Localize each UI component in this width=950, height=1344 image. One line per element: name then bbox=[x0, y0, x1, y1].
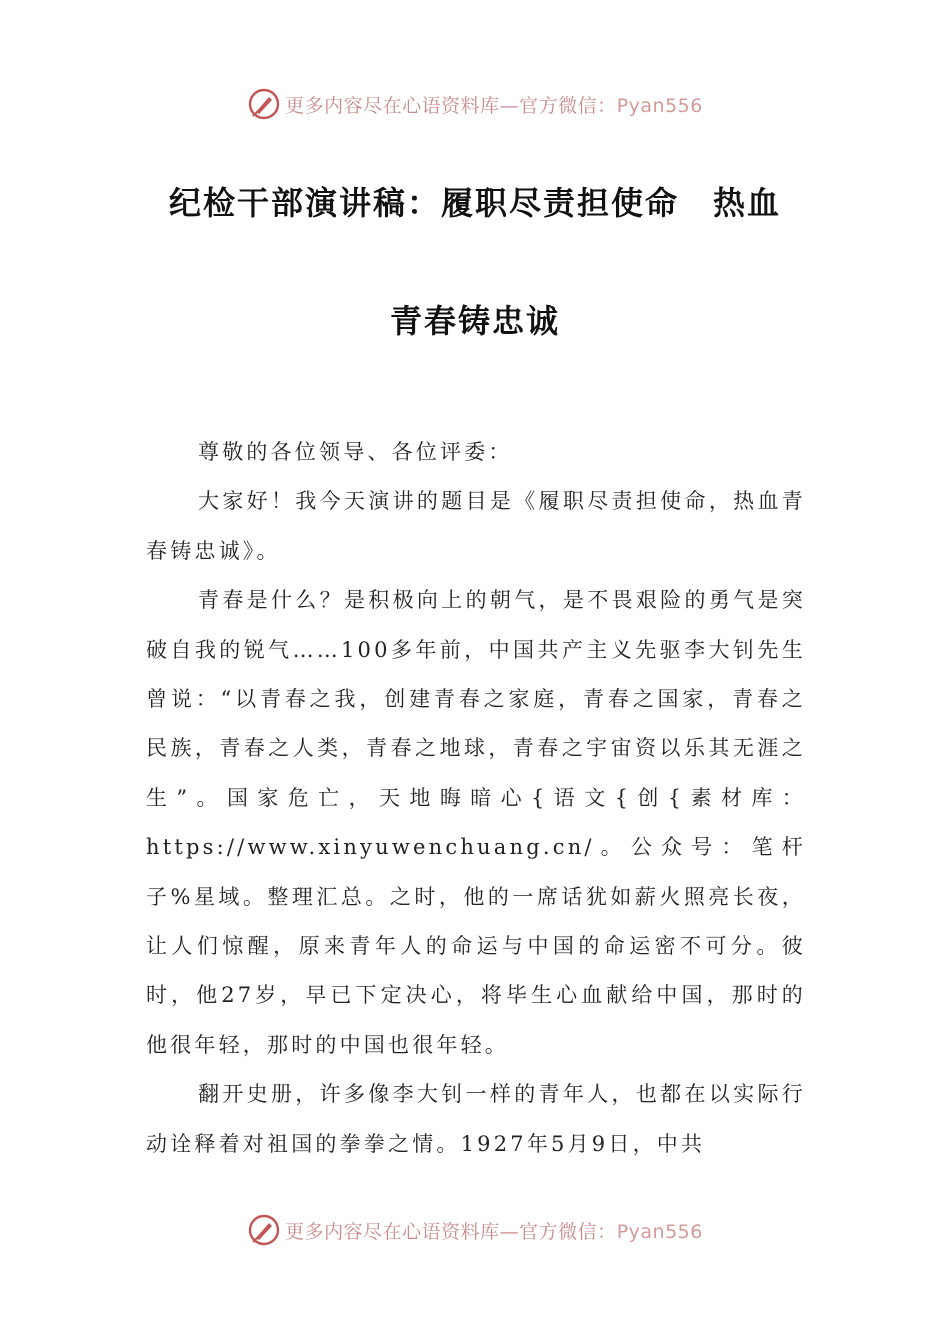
banner-separator: — bbox=[499, 94, 520, 117]
paragraph-greeting: 大家好！我今天演讲的题目是《履职尽责担使命，热血青春铸忠诚》。 bbox=[146, 489, 806, 563]
footer-banner bbox=[0, 1210, 950, 1250]
banner-label: 官方微信： bbox=[519, 94, 617, 117]
banner-text: 更多内容尽在心语资料库 bbox=[285, 1220, 500, 1243]
paragraph-youth: 青春是什么？是积极向上的朝气，是不畏艰险的勇气是突破自我的锐气……100多年前，中国共产主义先驱李大钊先生曾说：“以青春之我，创建青春之家庭，青春之国家，青春之民族，青春之人类，青春之地球，青春之宇宙资以乐其无涯之生”。国家危亡，天地晦暗心{语文{创{素材库：https://www.xinyuwenchuang.cn/。公众号：笔杆子%星域。整理汇总。之时，他的一席话犹如薪火照亮长夜，让人们惊醒，原来青年人的命运与中国的命运密不可分。彼时，他27岁，早已下定决心，将毕生心血献给中国，那时的他很年轻，那时的中国也很年轻。 bbox=[146, 588, 806, 1057]
banner-separator: — bbox=[499, 1220, 520, 1243]
banner-text: 更多内容尽在心语资料库 bbox=[285, 94, 500, 117]
pen-logo-icon bbox=[247, 87, 281, 121]
paragraph-salutation: 尊敬的各位领导、各位评委： bbox=[198, 440, 513, 464]
banner-label: 官方微信： bbox=[519, 1220, 617, 1243]
document-title-line1: 纪检干部演讲稿：履职尽责担使命 热血 bbox=[168, 184, 781, 222]
banner-handle: Pyan556 bbox=[616, 94, 703, 117]
pen-logo-icon bbox=[247, 1213, 281, 1247]
header-banner bbox=[0, 84, 950, 124]
document-body bbox=[146, 428, 806, 1169]
banner-handle: Pyan556 bbox=[616, 1220, 703, 1243]
paragraph-history: 翻开史册，许多像李大钊一样的青年人，也都在以实际行动诠释着对祖国的拳拳之情。1927年5月9日，中共 bbox=[146, 1082, 806, 1156]
document-title-line2: 青春铸忠诚 bbox=[389, 302, 560, 340]
